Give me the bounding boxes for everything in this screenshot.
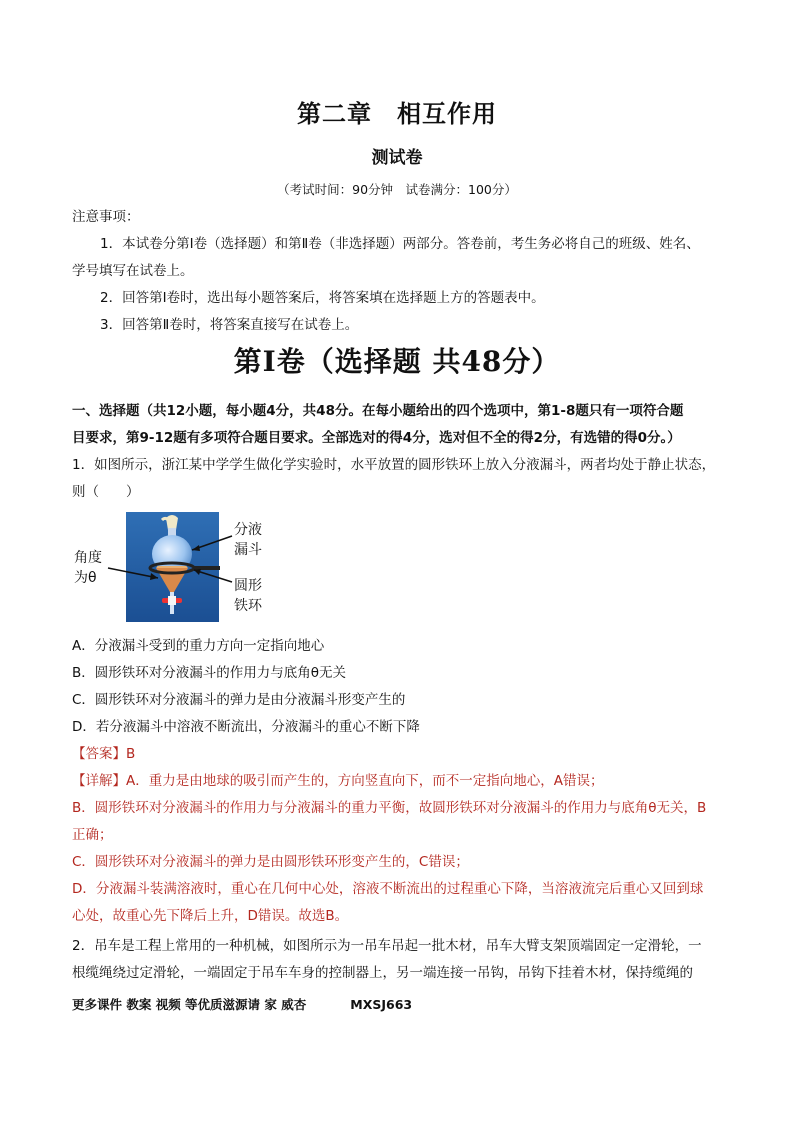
page-title: 第二章 相互作用 [297,99,497,128]
figure-label-angle-line1: 角度 [74,550,102,566]
answer-value: B [126,746,136,762]
note-item-2: 2．回答第Ⅰ卷时，选出每小题答案后，将答案填在选择题上方的答题表中。 [100,290,545,306]
detail-b: B．圆形铁环对分液漏斗的作用力与分液漏斗的重力平衡，故圆形铁环对分液漏斗的作用力与底角θ无关，B [72,800,707,816]
figure-label-funnel [234,520,262,560]
notes-heading: 注意事项： [72,209,140,225]
question-1-stem: 1．如图所示，浙江某中学学生做化学实验时，水平放置的圆形铁环上放入分液漏斗，两者均处于静止状态， [72,457,716,473]
figure-label-angle-line2: 为θ [74,570,97,586]
question-2-stem: 2．吊车是工程上常用的一种机械，如图所示为一吊车吊起一批木材，吊车大臂支架顶端固定一定滑轮，一 [72,938,702,954]
exam-info: （考试时间：90分钟 试卷满分：100分） [277,182,517,197]
question-2-stem-cont: 根缆绳绕过定滑轮，一端固定于吊车车身的控制器上，另一端连接一吊钩，吊钩下挂着木材，保持缆绳的 [72,965,693,981]
detail-b-cont: 正确； [72,827,113,843]
figure-label-ring-line2: 铁环 [234,598,262,614]
note-item-3: 3．回答第Ⅱ卷时，将答案直接写在试卷上。 [100,317,359,333]
page-footer [72,995,412,1013]
figure-label-ring-line1: 圆形 [234,578,262,594]
funnel-figure [70,508,280,628]
figure-label-ring [234,576,262,616]
footer-text: 更多课件 教案 视频 等优质滋源请 家 威杏 [72,997,307,1012]
figure-label-funnel-line1: 分液 [234,522,262,538]
option-c: C．圆形铁环对分液漏斗的弹力是由分液漏斗形变产生的 [72,692,406,708]
section-title: 第Ⅰ卷（选择题 共48分） [233,345,561,378]
detail-d-cont: 心处，故重心先下降后上升，D错误。故选B。 [72,908,349,924]
option-d: D．若分液漏斗中溶液不断流出，分液漏斗的重心不断下降 [72,719,420,735]
option-b: B．圆形铁环对分液漏斗的作用力与底角θ无关 [72,665,347,681]
detail-a: A．重力是由地球的吸引而产生的，方向竖直向下，而不一定指向地心，A错误； [126,773,604,789]
footer-code: MXSJ663 [350,997,413,1012]
answer-tag: 【答案】 [72,746,126,762]
page-subtitle: 测试卷 [371,148,423,168]
detail-a-line [72,771,603,791]
option-a: A．分液漏斗受到的重力方向一定指向地心 [72,638,325,654]
detail-tag: 【详解】 [72,773,126,789]
section-instructions: 一、选择题（共12小题，每小题4分，共48分。在每小题给出的四个选项中，第1-8题只有一项符合题 [72,403,684,419]
section-instructions-cont: 目要求，第9-12题有多项符合题目要求。全部选对的得4分，选对但不全的得2分，有选错的得0分。） [72,430,681,446]
note-item-1: 1．本试卷分第Ⅰ卷（选择题）和第Ⅱ卷（非选择题）两部分。答卷前，考生务必将自己的班级、姓名、 [100,236,700,252]
figure-label-angle [74,548,102,588]
detail-c: C．圆形铁环对分液漏斗的弹力是由圆形铁环形变产生的，C错误； [72,854,469,870]
note-item-1-cont: 学号填写在试卷上。 [72,263,194,279]
question-1-stem-cont: 则（ ） [72,484,140,500]
figure-label-funnel-line2: 漏斗 [234,542,262,558]
answer-line [72,744,135,764]
detail-d: D．分液漏斗装满溶液时，重心在几何中心处，溶液不断流出的过程重心下降，当溶液流完后重心又回到球 [72,881,704,897]
